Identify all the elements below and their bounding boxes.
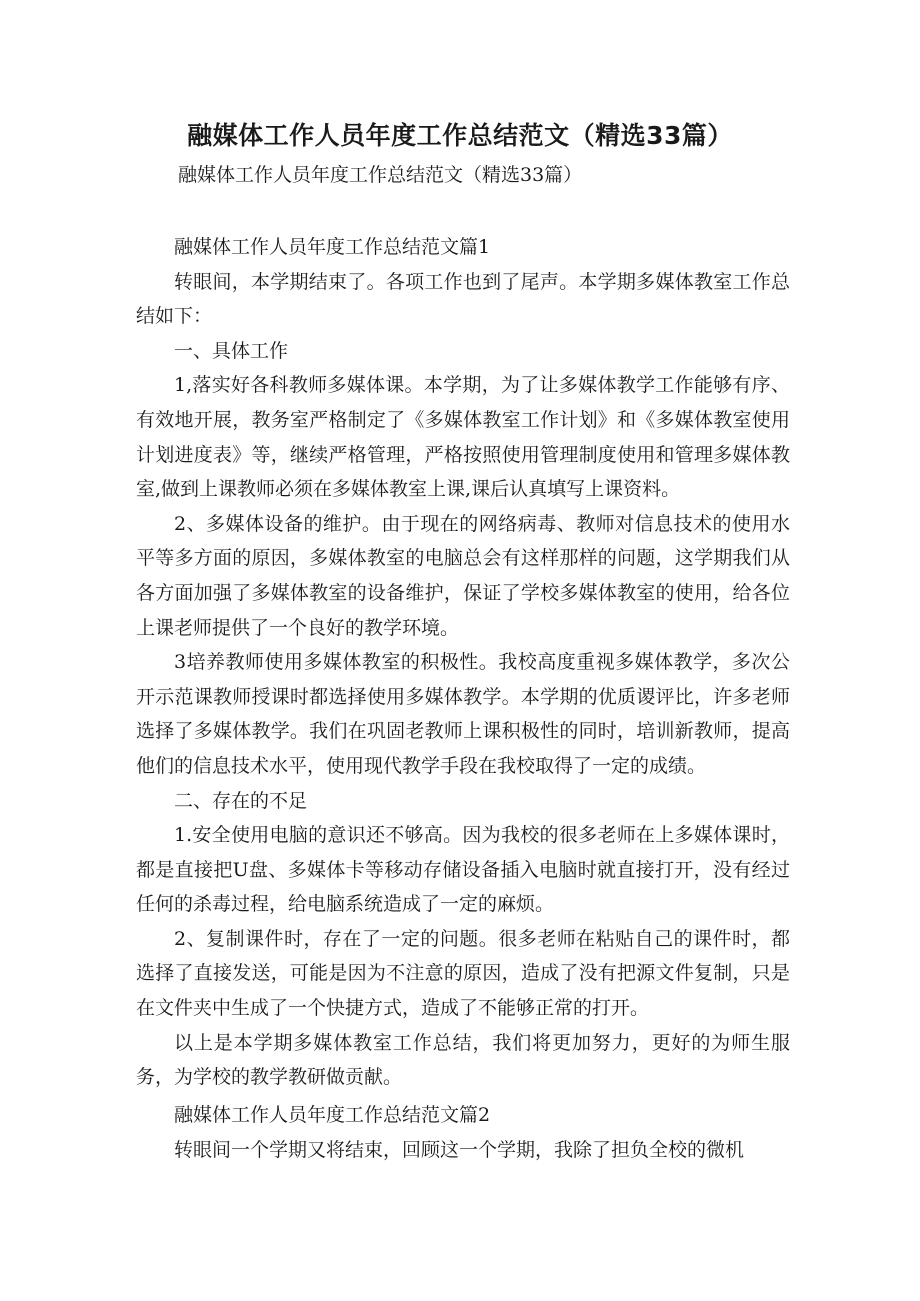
section-heading-specific-work: 一、具体工作: [174, 339, 289, 362]
document-title: 融媒体工作人员年度工作总结范文（精选33篇）: [187, 121, 733, 150]
article-1: [136, 230, 790, 1095]
article-2-paragraph: 转眼间一个学期又将结束，回顾这一个学期，我除了担负全校的微机: [174, 1138, 745, 1161]
section-heading-shortcomings: 二、存在的不足: [174, 789, 308, 812]
article-1-paragraph: 2、复制课件时，存在了一定的问题。很多老师在粘贴自己的课件时，都选择了直接发送，可能是因为不注意的原因，造成了没有把源文件复制，只是在文件夹中生成了一个快捷方式，造成了不能够正常的打开。: [136, 927, 790, 1020]
article-1-paragraph: 2、多媒体设备的维护。由于现在的网络病毒、教师对信息技术的使用水平等多方面的原因，多媒体教室的电脑总会有这样那样的问题，这学期我们从各方面加强了多媒体教室的设备维护，保证了学校多媒体教室的使用，给各位上课老师提供了一个良好的教学环境。: [136, 512, 790, 639]
article-1-paragraph: 3培养教师使用多媒体教室的积极性。我校高度重视多媒体教学，多次公开示范课教师授课时都选择使用多媒体教学。本学期的优质谡评比，许多老师选择了多媒体教学。我们在巩固老教师上课积极性的同时，培训新教师，提高他们的信息技术水平，使用现代教学手段在我校取得了一定的成绩。: [136, 651, 790, 777]
document-subtitle: 融媒体工作人员年度工作总结范文（精选33篇）: [178, 164, 583, 186]
article-1-paragraph: 转眼间，本学期结束了。各项工作也到了尾声。本学期多媒体教室工作总结如下：: [136, 270, 790, 328]
article-1-heading: 融媒体工作人员年度工作总结范文篇1: [174, 236, 491, 258]
article-1-paragraph: 以上是本学期多媒体教室工作总结，我们将更加努力，更好的为师生服务，为学校的教学教研做贡献。: [136, 1031, 790, 1089]
article-2-heading: 融媒体工作人员年度工作总结范文篇2: [174, 1104, 491, 1126]
article-1-paragraph: 1,落实好各科教师多媒体课。本学期，为了让多媒体教学工作能够有序、有效地开展，教务室严格制定了《多媒体教室工作计划》和《多媒体教室使用计划进度表》等，继续严格管理，严格按照使用管理制度使用和管理多媒体教室,做到上课教师必须在多媒体教室上课,课后认真填写上课资料。: [136, 374, 790, 501]
article-2: [136, 1098, 790, 1167]
article-1-paragraph: 1.安全使用电脑的意识还不够高。因为我校的很多老师在上多媒体课时，都是直接把U盘、多媒体卡等移动存储设备插入电脑时就直接打开，没有经过任何的杀毒过程，给电脑系统造成了一定的麻烦。: [136, 824, 790, 916]
